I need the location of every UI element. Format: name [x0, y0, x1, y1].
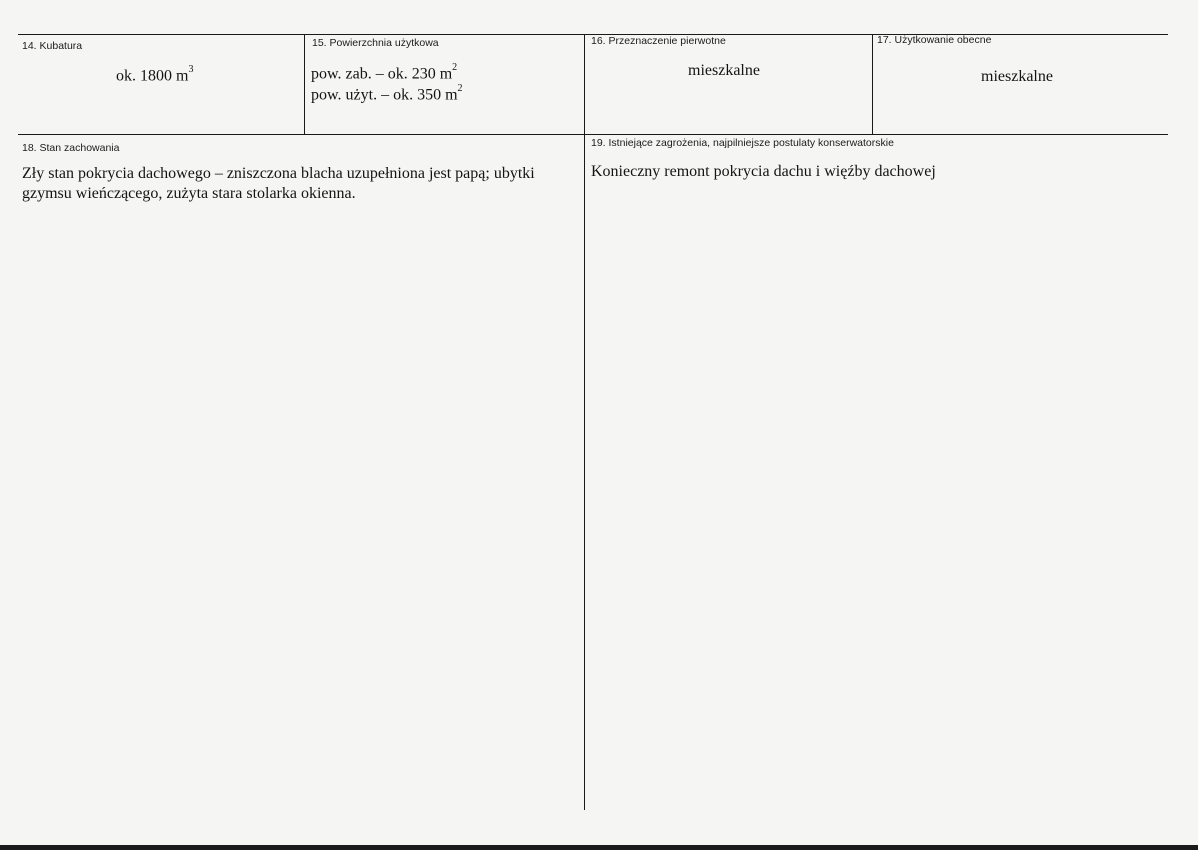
field-14-sup: 3: [188, 64, 194, 75]
field-17-label: 17. Użytkowanie obecne: [877, 34, 992, 46]
field-15-line2-text: pow. użyt. – ok. 350 m: [311, 86, 458, 104]
field-17-value: mieszkalne: [981, 68, 1053, 85]
field-16-label: 16. Przeznaczenie pierwotne: [591, 35, 726, 47]
field-16-value: mieszkalne: [688, 62, 760, 79]
field-14-value: [116, 66, 193, 85]
divider-16-17: [872, 34, 873, 135]
field-14-label: 14. Kubatura: [22, 40, 83, 52]
bottom-edge: [0, 845, 1198, 850]
field-18-label: 18. Stan zachowania: [22, 142, 120, 154]
field-15-line1-sup: 2: [452, 62, 458, 73]
field-19-text: Konieczny remont pokrycia dachu i więźby dachowej: [591, 163, 936, 180]
field-15-line1: [311, 64, 457, 83]
field-15-line2: [311, 85, 463, 104]
divider-15-16: [584, 34, 585, 810]
divider-14-15: [304, 34, 305, 135]
field-19-label: 19. Istniejące zagrożenia, najpilniejsze postulaty konserwatorskie: [591, 137, 894, 149]
field-15-label: 15. Powierzchnia użytkowa: [312, 37, 439, 49]
field-15-line2-sup: 2: [457, 83, 463, 94]
field-18-text: Zły stan pokrycia dachowego – zniszczona blacha uzupełniona jest papą; ubytki gzymsu wieńczącego, zużyta stara stolarka okienna.: [22, 165, 535, 202]
field-14-text: ok. 1800 m: [116, 67, 189, 85]
middle-rule: [18, 134, 1168, 135]
field-15-line1-text: pow. zab. – ok. 230 m: [311, 65, 453, 83]
